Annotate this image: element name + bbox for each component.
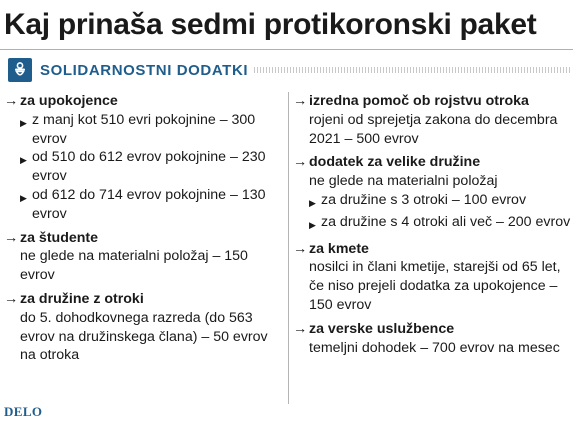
item-heading-text: za kmete: [309, 240, 369, 257]
sub-item: [4, 186, 286, 224]
item-text: rojeni od sprejetja zakona do decembra 2021 – 500 evrov: [309, 111, 558, 147]
item-heading-text: izredna pomoč ob rojstvu otroka: [309, 93, 529, 109]
item-heading-text: za družine z otroki: [20, 290, 144, 307]
item-text: ne glede na materialni položaj: [309, 173, 498, 190]
item-text: nosilci in člani kmetije, starejši od 65 let, če niso prejeli dodatka za upokojence – 150 evrov: [309, 259, 561, 313]
item-heading-text: za upokojence: [20, 93, 118, 109]
list-item: [4, 229, 286, 285]
item-heading: [293, 240, 571, 259]
sub-item: [293, 213, 571, 235]
list-item: [293, 92, 571, 148]
item-heading: [293, 320, 571, 339]
bullet-triangle-icon: ▶: [20, 117, 27, 128]
item-heading: [293, 153, 571, 172]
left-column: [4, 92, 286, 370]
sub-item-text: od 510 do 612 evrov pokojnine – 230 evrov: [32, 149, 266, 185]
section-rule: [254, 67, 570, 73]
list-item: [293, 153, 571, 234]
publisher-logo: DELO: [4, 404, 43, 419]
arrow-right-icon: →: [293, 240, 308, 257]
section-label: SOLIDARNOSTNI DODATKI: [40, 61, 249, 79]
item-text: temeljni dohodek – 700 evrov na mesec: [309, 339, 560, 356]
pacifier-icon: [8, 58, 32, 82]
bullet-triangle-icon: ▶: [309, 197, 316, 208]
bullet-triangle-icon: ▶: [20, 192, 27, 203]
item-text: do 5. dohodkovnega razreda (do 563 evrov na družinskega člana) – 50 evrov na otroka: [20, 309, 268, 364]
bullet-triangle-icon: ▶: [20, 155, 27, 166]
sub-item-text: z manj kot 510 evri pokojnine – 300 evrov: [32, 111, 256, 147]
right-column: [293, 92, 571, 362]
sub-item-text: za družine s 3 otroki – 100 evrov: [321, 191, 527, 208]
sub-item: [4, 148, 286, 186]
item-heading: [4, 229, 286, 248]
list-item: [4, 290, 286, 365]
arrow-right-icon: →: [293, 154, 308, 171]
item-heading: [4, 92, 286, 111]
item-heading-text: za verske uslužbence: [309, 320, 455, 337]
arrow-right-icon: →: [4, 93, 19, 109]
page-title: Kaj prinaša sedmi protikoronski paket: [4, 8, 537, 41]
title-divider: [0, 49, 573, 50]
item-heading: [4, 290, 286, 309]
sub-item: [293, 191, 571, 213]
arrow-right-icon: →: [293, 93, 308, 109]
column-divider: [288, 92, 289, 404]
item-text: ne glede na materialni položaj – 150 evrov: [20, 248, 248, 284]
sub-item-text: od 612 do 714 evrov pokojnine – 130 evrov: [32, 186, 266, 222]
list-item: [293, 320, 571, 358]
sub-item-text: za družine s 4 otroki ali več – 200 evrov: [321, 213, 571, 230]
arrow-right-icon: →: [4, 229, 19, 246]
list-item: [293, 240, 571, 315]
item-heading-text: za študente: [20, 229, 99, 246]
list-item: [4, 92, 286, 224]
arrow-right-icon: →: [4, 290, 19, 307]
sub-item: [4, 111, 286, 149]
item-heading-text: dodatek za velike družine: [309, 154, 481, 171]
section-header: [4, 55, 570, 85]
bullet-triangle-icon: ▶: [309, 219, 316, 230]
arrow-right-icon: →: [293, 320, 308, 337]
item-heading: [293, 92, 571, 111]
